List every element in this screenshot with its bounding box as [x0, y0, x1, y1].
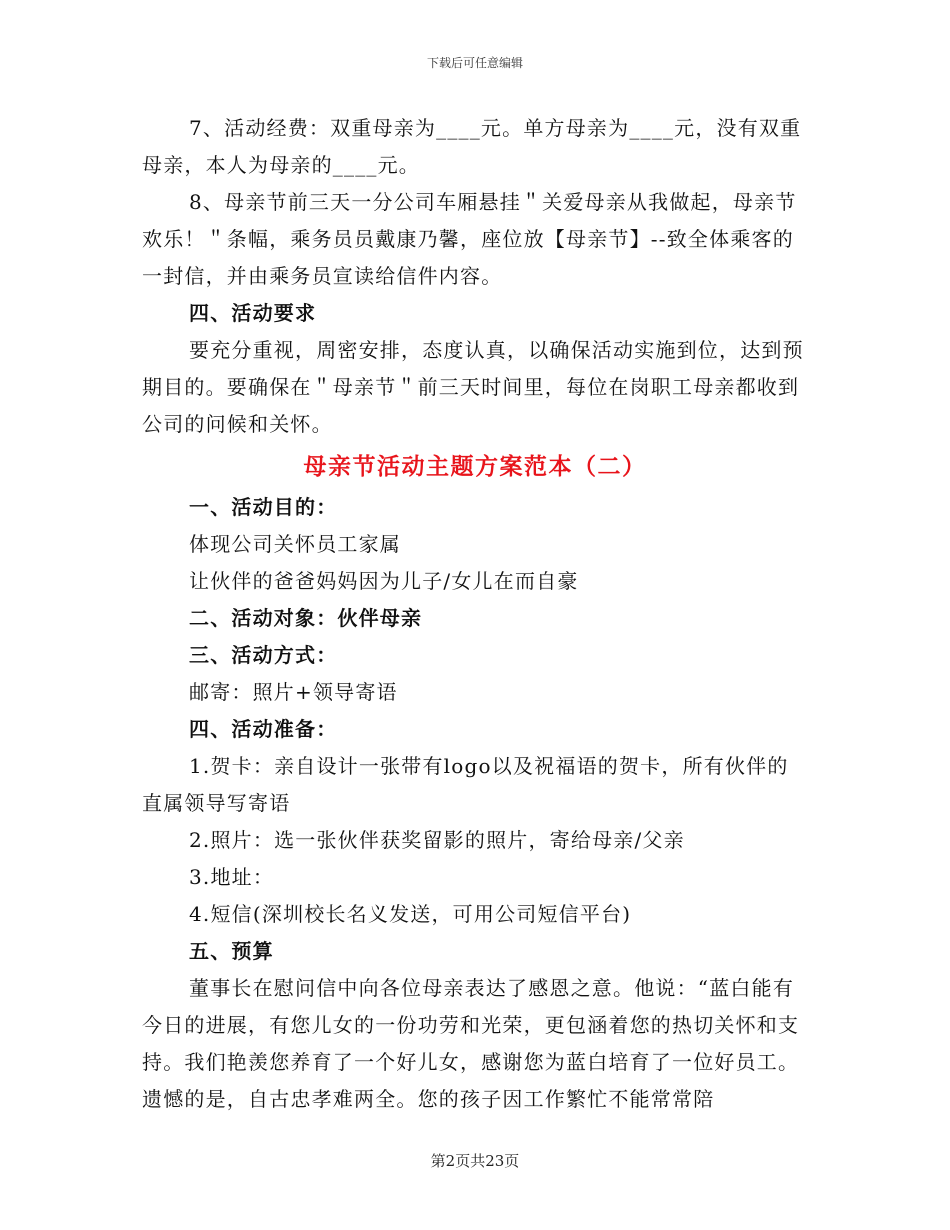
section-heading-method: 三、活动方式：: [189, 643, 338, 667]
section-heading-target: 二、活动对象：伙伴母亲: [189, 606, 423, 630]
paragraph-banner: 8、母亲节前三天一分公司车厢悬挂＂关爱母亲从我做起，母亲节欢乐！＂条幅，乘务员员戴康乃馨，座位放【母亲节】--致全体乘客的一封信，并由乘务员宣读给信件内容。: [142, 190, 797, 288]
paragraph-method: 邮寄：照片+领导寄语: [189, 680, 398, 704]
paragraph-purpose-1: 体现公司关怀员工家属: [189, 532, 401, 556]
paragraph-requirements: 要充分重视，周密安排，态度认真，以确保活动实施到位，达到预期目的。要确保在＂母亲节＂前三天时间里，每位在岗职工母亲都收到公司的问候和关怀。: [142, 338, 804, 436]
section-heading-preparation: 四、活动准备：: [189, 717, 338, 741]
section-heading-budget: 五、预算: [189, 939, 274, 963]
paragraph-activity-fee: 7、活动经费：双重母亲为____元。单方母亲为____元，没有双重母亲，本人为母亲的____元。: [142, 116, 802, 177]
document-body: [142, 110, 808, 1118]
page-number: 第2页共23页: [430, 1152, 520, 1170]
paragraph-prep-photo: 2.照片：选一张伙伴获奖留影的照片，寄给母亲/父亲: [189, 828, 685, 852]
section-heading-purpose: 一、活动目的：: [189, 495, 338, 519]
paragraph-prep-address: 3.地址：: [189, 865, 275, 889]
page-header-note: 下载后可任意编辑: [426, 56, 523, 70]
document-title: 母亲节活动主题方案范本（二）: [303, 453, 647, 480]
paragraph-prep-sms: 4.短信(深圳校长名义发送，可用公司短信平台): [189, 902, 632, 926]
paragraph-prep-card: 1.贺卡：亲自设计一张带有logo以及祝福语的贺卡，所有伙伴的直属领导写寄语: [142, 754, 789, 815]
paragraph-purpose-2: 让伙伴的爸爸妈妈因为儿子/女儿在而自豪: [189, 569, 579, 593]
section-heading-requirements: 四、活动要求: [189, 301, 317, 325]
paragraph-chairman-letter: 董事长在慰问信中向各位母亲表达了感恩之意。他说：“蓝白能有今日的进展，有您儿女的一份功劳和光荣，更包涵着您的热切关怀和支持。我们艳羡您养育了一个好儿女，感谢您为蓝白培育了一位好员工。遗憾的是，自古忠孝难两全。您的孩子因工作繁忙不能常常陪: [142, 976, 800, 1111]
